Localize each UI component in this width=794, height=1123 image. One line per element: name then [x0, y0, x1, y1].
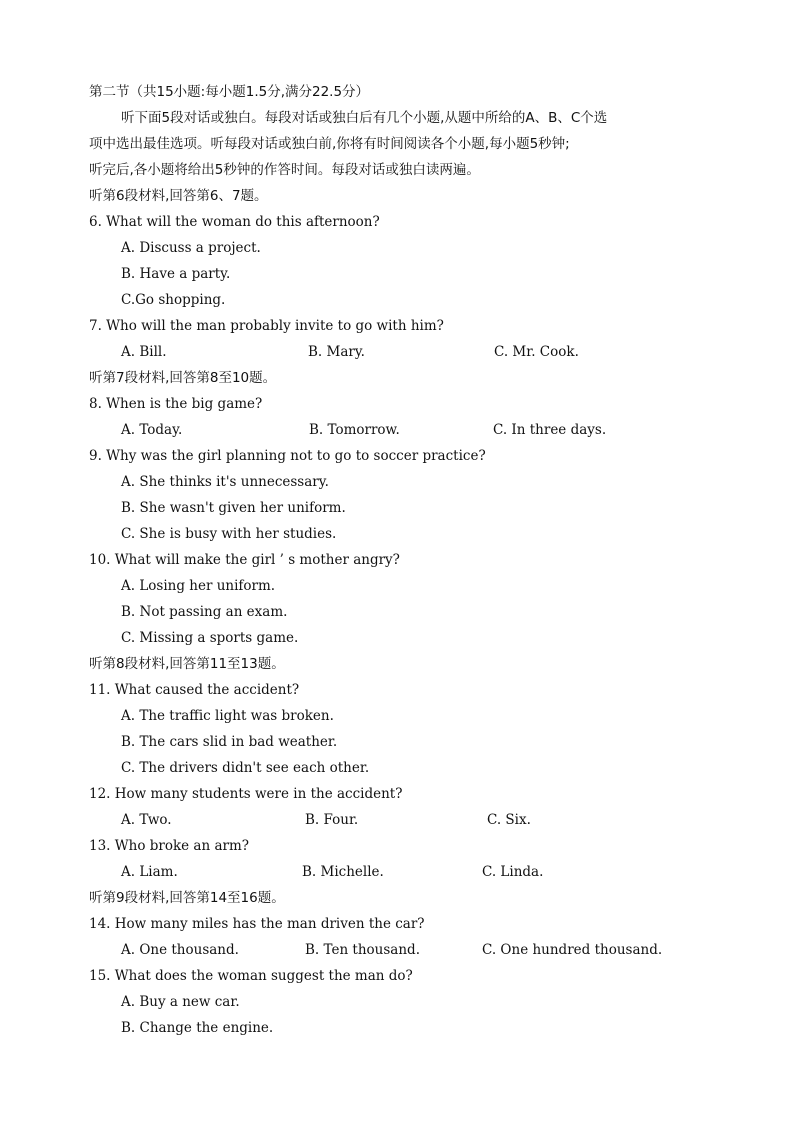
question-option: A. Discuss a project. [121, 240, 261, 256]
question-option: B. She wasn't given her uniform. [121, 500, 346, 516]
question-option: A. Liam. [121, 864, 178, 880]
question-stem: 12. How many students were in the accident? [89, 786, 403, 802]
question-option-row [121, 941, 761, 959]
question-option: A. She thinks it's unnecessary. [121, 474, 329, 490]
question-option: B. Mary. [308, 344, 365, 360]
question-option: C. Missing a sports game. [121, 630, 299, 646]
question-stem: 10. What will make the girl ’ s mother angry? [89, 552, 400, 568]
question-option: C. She is busy with her studies. [121, 526, 337, 542]
question-option: C. Linda. [482, 864, 544, 880]
question-stem: 14. How many miles has the man driven the car? [89, 916, 425, 932]
question-option: B. Four. [305, 812, 359, 828]
question-option: A. The traffic light was broken. [121, 708, 334, 724]
question-stem: 7. Who will the man probably invite to go with him? [89, 318, 444, 334]
instruction-line-3: 听完后,各小题将给出5秒钟的作答时间。每段对话或独白读两遍。 [89, 162, 480, 178]
question-option: B. Not passing an exam. [121, 604, 288, 620]
question-stem: 11. What caused the accident? [89, 682, 300, 698]
segment-heading-8: 听第8段材料,回答第11至13题。 [89, 656, 285, 672]
segment-heading-9: 听第9段材料,回答第14至16题。 [89, 890, 285, 906]
question-stem: 9. Why was the girl planning not to go to soccer practice? [89, 448, 486, 464]
question-option: B. Tomorrow. [309, 422, 400, 438]
segment-heading-6: 听第6段材料,回答第6、7题。 [89, 188, 268, 204]
question-option: C.Go shopping. [121, 292, 226, 308]
question-option: B. Change the engine. [121, 1020, 274, 1036]
question-option: B. The cars slid in bad weather. [121, 734, 338, 750]
question-option-row [121, 421, 761, 439]
question-option: A. Today. [121, 422, 183, 438]
question-option: C. One hundred thousand. [482, 942, 663, 958]
segment-heading-7: 听第7段材料,回答第8至10题。 [89, 370, 277, 386]
question-option: A. Two. [121, 812, 172, 828]
question-option: B. Have a party. [121, 266, 231, 282]
question-option-row [121, 863, 761, 881]
question-option: A. Losing her uniform. [121, 578, 276, 594]
question-option: B. Michelle. [302, 864, 384, 880]
question-option: A. One thousand. [121, 942, 239, 958]
question-stem: 6. What will the woman do this afternoon? [89, 214, 380, 230]
question-stem: 15. What does the woman suggest the man do? [89, 968, 413, 984]
question-stem: 8. When is the big game? [89, 396, 263, 412]
question-option: B. Ten thousand. [305, 942, 420, 958]
question-stem: 13. Who broke an arm? [89, 838, 250, 854]
question-option: C. In three days. [493, 422, 607, 438]
question-option: A. Bill. [121, 344, 167, 360]
instruction-line-1: 听下面5段对话或独白。每段对话或独白后有几个小题,从题中所给的A、B、C个选 [121, 110, 608, 126]
question-option: C. Mr. Cook. [494, 344, 579, 360]
question-option: C. The drivers didn't see each other. [121, 760, 370, 776]
question-option: A. Buy a new car. [121, 994, 240, 1010]
question-option-row [121, 811, 761, 829]
question-option: C. Six. [487, 812, 531, 828]
instruction-line-2: 项中选出最佳选项。听每段对话或独白前,你将有时间阅读各个小题,每小题5秒钟; [89, 136, 570, 152]
question-option-row [121, 343, 761, 361]
section-title: 第二节（共15小题:每小题1.5分,满分22.5分） [89, 84, 370, 100]
